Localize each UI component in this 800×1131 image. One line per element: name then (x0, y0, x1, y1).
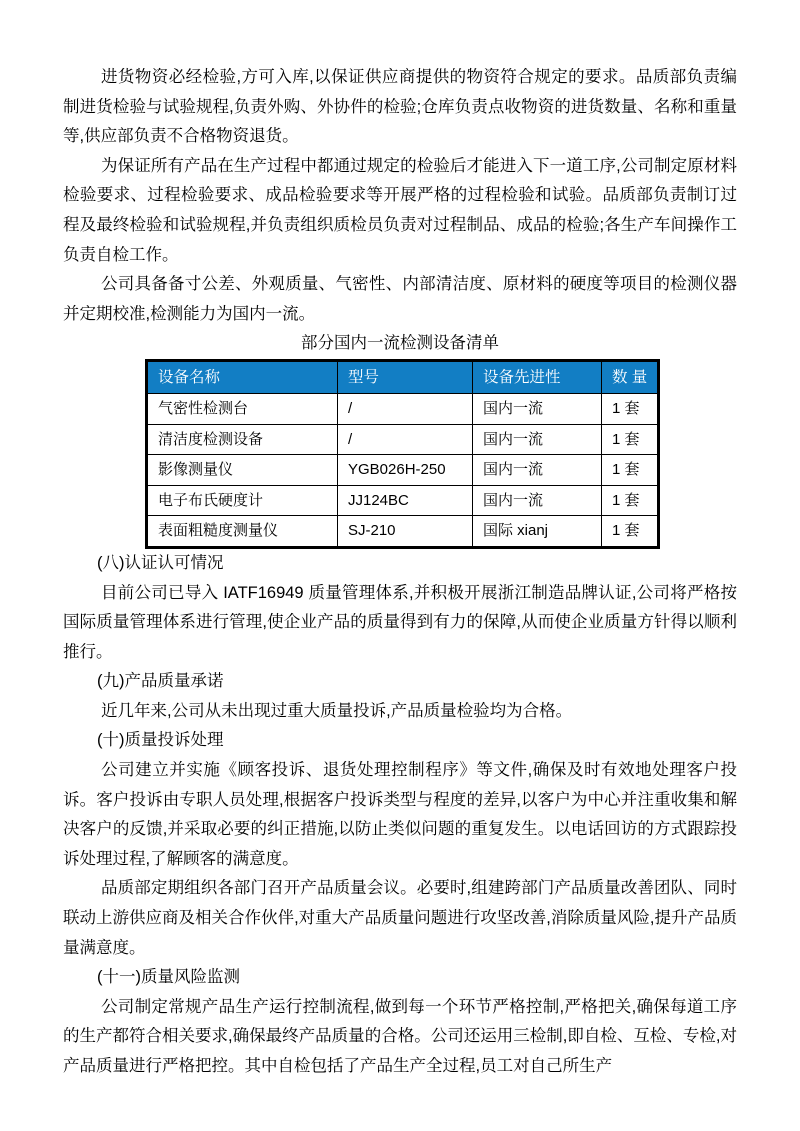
table-row (147, 485, 659, 516)
table-row (147, 393, 659, 424)
section-heading-11: (十一)质量风险监测 (97, 968, 240, 987)
cell-model: JJ124BC (338, 485, 473, 516)
cell-quantity: 1 套 (602, 485, 659, 516)
header-cell-model: 型号 (338, 360, 473, 393)
paragraph-quality-meeting: 品质部定期组织各部门召开产品质量会议。必要时,组建跨部门产品质量改善团队、同时联动上游供应商及相关合作伙伴,对重大产品质量问题进行攻坚改善,消除质量风险,提升产品质量满意度。 (63, 879, 737, 957)
section-heading-8: (八)认证认可情况 (97, 553, 224, 572)
cell-model: YGB026H-250 (338, 455, 473, 486)
cell-quantity: 1 套 (602, 455, 659, 486)
cell-device-name: 电子布氏硬度计 (147, 485, 338, 516)
paragraph-process-inspection: 为保证所有产品在生产过程中都通过规定的检验后才能进入下一道工序,公司制定原材料检验要求、过程检验要求、成品检验要求等开展严格的过程检验和试验。品质部负责制订过程及最终检验和试验规程,并负责组织质检员负责对过程制品、成品的检验;各生产车间操作工负责自检工作。 (63, 156, 737, 264)
cell-device-name: 气密性检测台 (147, 393, 338, 424)
table-title: 部分国内一流检测设备清单 (301, 334, 499, 353)
cell-advancement: 国内一流 (473, 424, 602, 455)
cell-advancement: 国内一流 (473, 455, 602, 486)
header-cell-quantity: 数 量 (602, 360, 659, 393)
paragraph-complaint-handling: 公司建立并实施《顾客投诉、退货处理控制程序》等文件,确保及时有效地处理客户投诉。客户投诉由专职人员处理,根据客户投诉类型与程度的差异,以客户为中心并注重收集和解决客户的反馈,并采取必要的纠正措施,以防止类似问题的重复发生。以电话回访的方式跟踪投诉处理过程,了解顾客的满意度。 (63, 761, 737, 868)
cell-device-name: 影像测量仪 (147, 455, 338, 486)
cell-device-name: 清洁度检测设备 (147, 424, 338, 455)
paragraph-certification: 目前公司已导入 IATF16949 质量管理体系,并积极开展浙江制造品牌认证,公司将严格按国际质量管理体系进行管理,使企业产品的质量得到有力的保障,从而使企业质量方针得以顺利推行。 (63, 583, 737, 661)
table-row (147, 455, 659, 486)
paragraph-testing-instruments: 公司具备备寸公差、外观质量、气密性、内部清洁度、原材料的硬度等项目的检测仪器并定期校准,检测能力为国内一流。 (63, 275, 737, 323)
cell-model: / (338, 424, 473, 455)
header-cell-advancement: 设备先进性 (473, 360, 602, 393)
cell-quantity: 1 套 (602, 424, 659, 455)
paragraph-quality-commitment: 近几年来,公司从未出现过重大质量投诉,产品质量检验均为合格。 (101, 701, 573, 720)
cell-advancement: 国际 xianj (473, 516, 602, 548)
device-table (145, 359, 660, 549)
cell-advancement: 国内一流 (473, 393, 602, 424)
header-cell-device-name: 设备名称 (147, 360, 338, 393)
table-row (147, 424, 659, 455)
cell-model: SJ-210 (338, 516, 473, 548)
section-heading-10: (十)质量投诉处理 (97, 731, 224, 750)
cell-quantity: 1 套 (602, 393, 659, 424)
paragraph-incoming-inspection: 进货物资必经检验,方可入库,以保证供应商提供的物资符合规定的要求。品质部负责编制进货检验与试验规程,负责外购、外协件的检验;仓库负责点收物资的进货数量、名称和重量等,供应部负责不合格物资退货。 (63, 68, 737, 146)
cell-quantity: 1 套 (602, 516, 659, 548)
paragraph-risk-monitoring: 公司制定常规产品生产运行控制流程,做到每一个环节严格控制,严格把关,确保每道工序的生产都符合相关要求,确保最终产品质量的合格。公司还运用三检制,即自检、互检、专检,对产品质量进行严格把控。其中自检包括了产品生产全过程,员工对自己所生产 (63, 997, 737, 1075)
section-heading-9: (九)产品质量承诺 (97, 672, 224, 691)
table-row (147, 516, 659, 548)
cell-device-name: 表面粗糙度测量仪 (147, 516, 338, 548)
cell-model: / (338, 393, 473, 424)
cell-advancement: 国内一流 (473, 485, 602, 516)
table-header-row (147, 360, 659, 393)
